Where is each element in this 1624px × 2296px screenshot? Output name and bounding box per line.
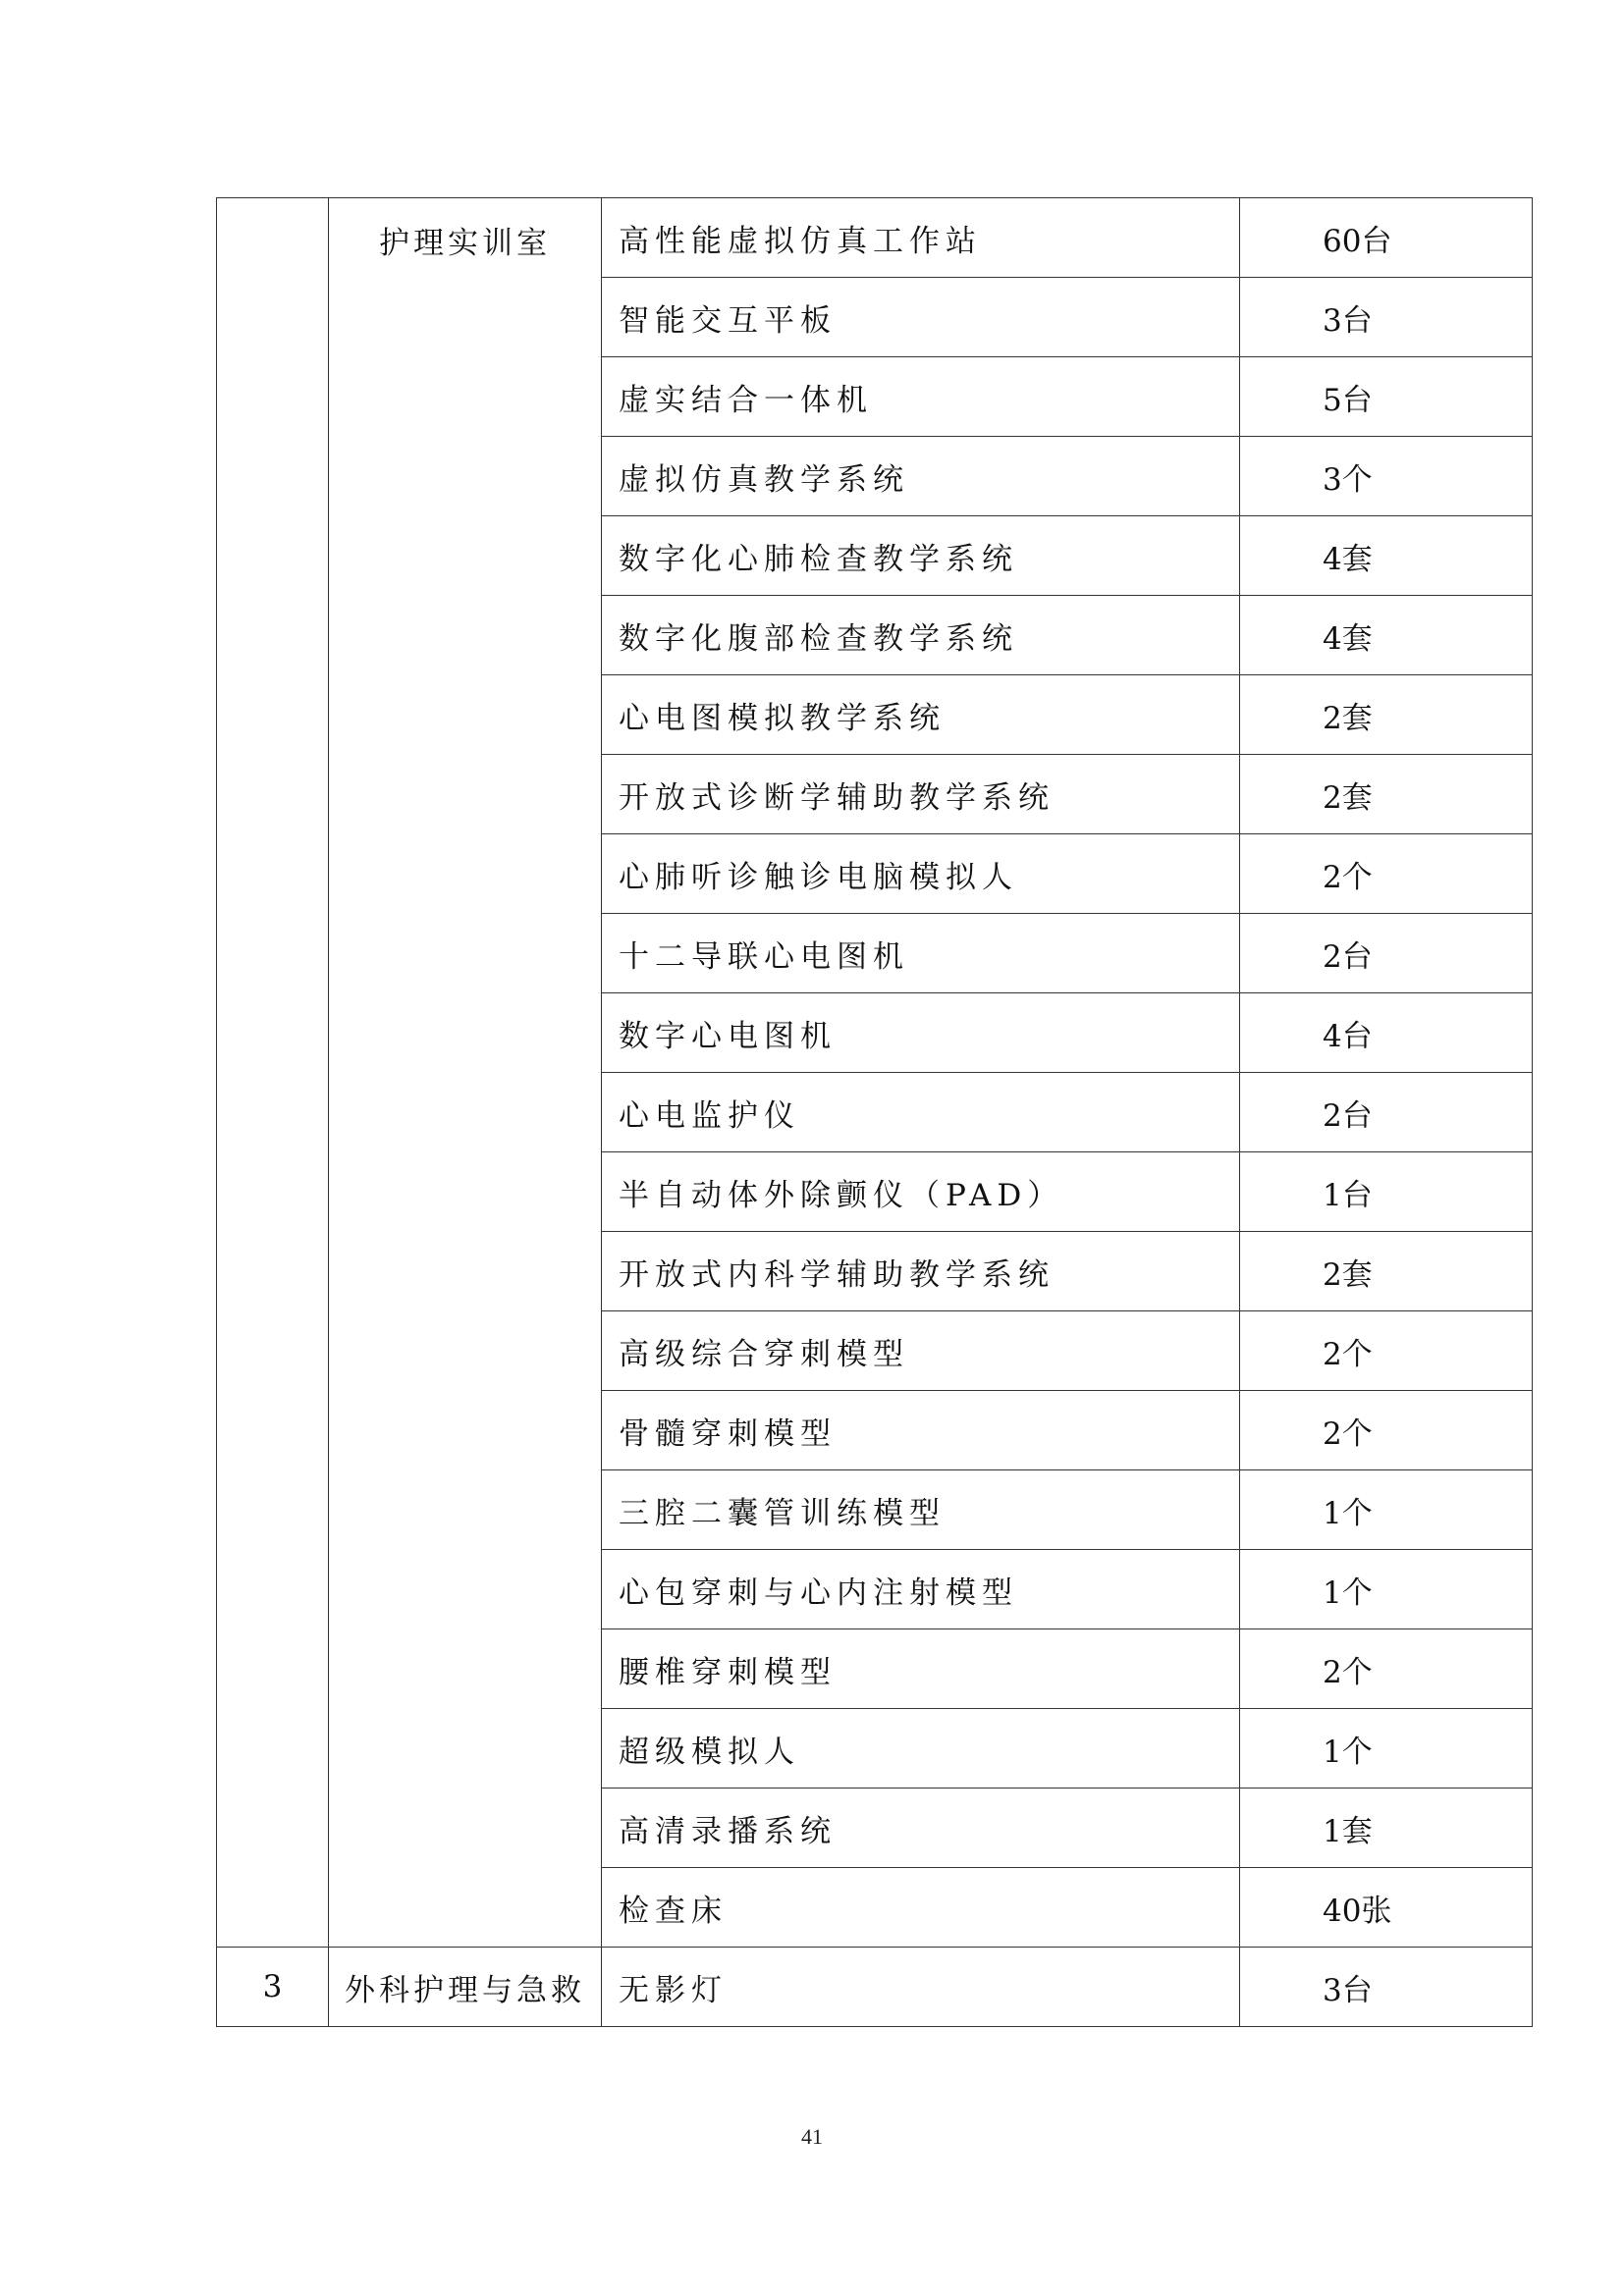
quantity-cell: 1个 <box>1240 1550 1533 1629</box>
quantity-cell: 1套 <box>1240 1789 1533 1868</box>
item-name-cell: 十二导联心电图机 <box>602 914 1240 993</box>
quantity-cell: 1个 <box>1240 1470 1533 1550</box>
quantity-cell: 2套 <box>1240 675 1533 755</box>
quantity-cell: 3台 <box>1240 278 1533 357</box>
item-name-cell: 高级综合穿刺模型 <box>602 1311 1240 1391</box>
item-name-cell: 开放式诊断学辅助教学系统 <box>602 755 1240 834</box>
item-name-cell: 高性能虚拟仿真工作站 <box>602 198 1240 278</box>
quantity-cell: 1个 <box>1240 1709 1533 1789</box>
item-name-cell: 腰椎穿刺模型 <box>602 1629 1240 1709</box>
quantity-cell: 4套 <box>1240 596 1533 675</box>
quantity-cell: 2个 <box>1240 1629 1533 1709</box>
item-name-cell: 三腔二囊管训练模型 <box>602 1470 1240 1550</box>
quantity-cell: 4台 <box>1240 993 1533 1073</box>
item-name-cell: 心电监护仪 <box>602 1073 1240 1152</box>
quantity-cell: 1台 <box>1240 1152 1533 1232</box>
quantity-cell: 2个 <box>1240 1311 1533 1391</box>
page-number: 41 <box>801 2124 823 2149</box>
item-name-cell: 虚拟仿真教学系统 <box>602 437 1240 516</box>
quantity-cell: 2台 <box>1240 914 1533 993</box>
quantity-cell: 3台 <box>1240 1948 1533 2027</box>
item-name-cell: 检查床 <box>602 1868 1240 1948</box>
item-name-cell: 骨髓穿刺模型 <box>602 1391 1240 1470</box>
item-name-cell: 心包穿刺与心内注射模型 <box>602 1550 1240 1629</box>
item-name-cell: 超级模拟人 <box>602 1709 1240 1789</box>
quantity-cell: 3个 <box>1240 437 1533 516</box>
quantity-cell: 2个 <box>1240 834 1533 914</box>
item-name-cell: 心电图模拟教学系统 <box>602 675 1240 755</box>
room-cell: 外科护理与急救 <box>329 1948 602 2027</box>
index-cell <box>217 198 329 1948</box>
quantity-cell: 60台 <box>1240 198 1533 278</box>
quantity-cell: 40张 <box>1240 1868 1533 1948</box>
item-name-cell: 高清录播系统 <box>602 1789 1240 1868</box>
room-cell: 护理实训室 <box>329 198 602 1948</box>
equipment-table-body <box>217 198 1533 2027</box>
quantity-cell: 2台 <box>1240 1073 1533 1152</box>
table-row <box>217 198 1533 278</box>
item-name-cell: 数字心电图机 <box>602 993 1240 1073</box>
item-name-cell: 数字化腹部检查教学系统 <box>602 596 1240 675</box>
item-name-cell: 数字化心肺检查教学系统 <box>602 516 1240 596</box>
quantity-cell: 2个 <box>1240 1391 1533 1470</box>
table-row <box>217 1948 1533 2027</box>
quantity-cell: 2套 <box>1240 755 1533 834</box>
quantity-cell: 4套 <box>1240 516 1533 596</box>
item-name-cell: 开放式内科学辅助教学系统 <box>602 1232 1240 1311</box>
quantity-cell: 2套 <box>1240 1232 1533 1311</box>
equipment-table <box>216 197 1533 2027</box>
item-name-cell: 智能交互平板 <box>602 278 1240 357</box>
item-name-cell: 虚实结合一体机 <box>602 357 1240 437</box>
quantity-cell: 5台 <box>1240 357 1533 437</box>
item-name-cell: 半自动体外除颤仪（PAD） <box>602 1152 1240 1232</box>
item-name-cell: 无影灯 <box>602 1948 1240 2027</box>
item-name-cell: 心肺听诊触诊电脑模拟人 <box>602 834 1240 914</box>
index-cell: 3 <box>217 1948 329 2027</box>
